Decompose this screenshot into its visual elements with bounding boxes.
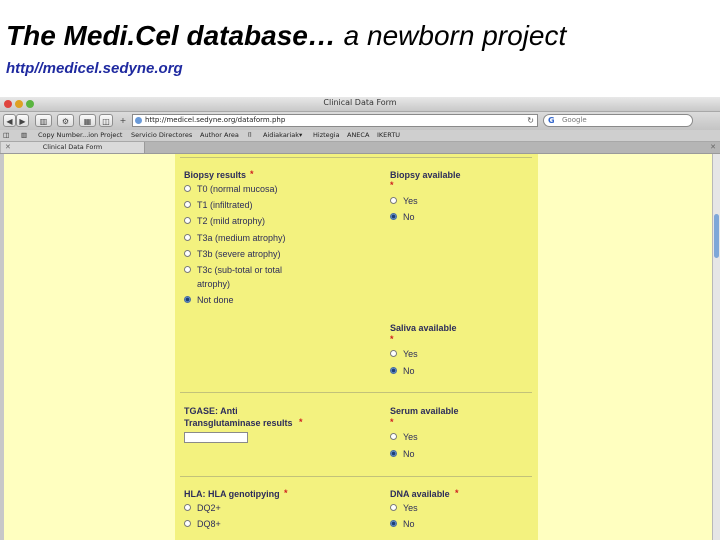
form-divider: [180, 476, 532, 477]
globe-icon: [135, 117, 142, 124]
radio-dq8[interactable]: [184, 520, 191, 527]
slide-link[interactable]: http//medicel.sedyne.org: [6, 60, 183, 77]
option-dq2-label: DQ2+: [197, 503, 221, 513]
radio-t1[interactable]: [184, 201, 191, 208]
book-open-icon: ◫: [102, 117, 110, 126]
window-title: Clinical Data Form: [323, 98, 397, 107]
close-icon[interactable]: ✕: [710, 143, 716, 151]
clinical-data-form: [175, 154, 538, 540]
radio-saliva-no[interactable]: [390, 367, 397, 374]
required-mark: *: [250, 169, 254, 179]
required-mark: *: [390, 417, 394, 427]
bookmark-item[interactable]: Servicio Directores: [131, 131, 193, 139]
radio-dna-no[interactable]: [390, 520, 397, 527]
tab-clinical-data-form[interactable]: [1, 142, 145, 153]
option-serum-yes-label: Yes: [403, 432, 418, 442]
radio-t3b[interactable]: [184, 250, 191, 257]
radio-t2[interactable]: [184, 217, 191, 224]
slide-title-rest: a newborn project: [335, 20, 567, 51]
page-left-border: [0, 154, 4, 540]
scrollbar-thumb[interactable]: [714, 214, 719, 258]
address-text: http://medicel.sedyne.org/dataform.php: [145, 116, 286, 124]
forward-button[interactable]: [16, 114, 29, 127]
plus-icon: +: [119, 116, 127, 125]
bookmark-item[interactable]: Hiztegia: [313, 131, 340, 139]
bookmark-item[interactable]: Aidiakariak▾: [263, 131, 303, 139]
bookmark-item[interactable]: ANECA: [347, 131, 370, 139]
form-divider: [180, 392, 532, 393]
search-bar[interactable]: [543, 114, 693, 127]
option-t3c-label-continued: atrophy): [197, 279, 231, 289]
required-mark: *: [299, 417, 303, 427]
reader-button[interactable]: [35, 114, 52, 127]
saliva-available-label: Saliva available: [390, 323, 457, 333]
option-not-done-label: Not done: [197, 295, 234, 305]
tab-bar: [0, 142, 720, 154]
forward-arrow-icon: ▶: [19, 117, 26, 126]
biopsy-available-label: Biopsy available: [390, 170, 461, 180]
required-mark: *: [284, 488, 288, 498]
bookmarks-bar: [0, 130, 720, 142]
address-bar[interactable]: [132, 114, 538, 127]
option-dna-yes-label: Yes: [403, 503, 418, 513]
radio-serum-yes[interactable]: [390, 433, 397, 440]
grid-icon: ▦: [83, 117, 92, 126]
option-t3b-label: T3b (severe atrophy): [197, 249, 281, 259]
add-bookmark-button[interactable]: [117, 114, 129, 127]
browser-window: [0, 97, 720, 540]
option-biopsy-yes-label: Yes: [403, 196, 418, 206]
google-icon: G: [548, 116, 555, 125]
option-dq8-label: DQ8+: [197, 519, 221, 529]
required-mark: *: [390, 180, 394, 190]
required-mark: *: [390, 334, 394, 344]
tab-label: Clinical Data Form: [42, 143, 103, 151]
option-t1-label: T1 (infiltrated): [197, 200, 253, 210]
gear-icon: ⚙: [61, 117, 70, 126]
dna-available-label: DNA available: [390, 489, 450, 499]
window-titlebar: [0, 97, 720, 112]
option-dna-no-label: No: [403, 519, 415, 529]
radio-dna-yes[interactable]: [390, 504, 397, 511]
tgase-results-input[interactable]: [184, 432, 248, 443]
reading-list-icon[interactable]: ◫: [3, 131, 10, 139]
option-saliva-yes-label: Yes: [403, 349, 418, 359]
bookmarks-grid-icon[interactable]: ▥: [21, 131, 28, 139]
top-sites-button[interactable]: [79, 114, 96, 127]
serum-available-label: Serum available: [390, 406, 459, 416]
radio-t0[interactable]: [184, 185, 191, 192]
radio-t3a[interactable]: [184, 234, 191, 241]
bookmarks-button[interactable]: [99, 114, 113, 127]
reload-icon[interactable]: ↻: [527, 116, 534, 125]
bookmark-item[interactable]: Author Area: [200, 131, 239, 139]
option-serum-no-label: No: [403, 449, 415, 459]
option-t3a-label: T3a (medium atrophy): [197, 233, 286, 243]
back-arrow-icon: ◀: [6, 117, 13, 126]
settings-button[interactable]: [57, 114, 74, 127]
biopsy-results-label: Biopsy results: [184, 170, 247, 180]
radio-dq2[interactable]: [184, 504, 191, 511]
radio-biopsy-no[interactable]: [390, 213, 397, 220]
hla-label: HLA: HLA genotipying: [184, 489, 280, 499]
required-mark: *: [455, 488, 459, 498]
vertical-scrollbar[interactable]: [712, 154, 720, 540]
tgase-label-continued: Transglutaminase results: [184, 418, 293, 428]
navigation-toolbar: [0, 112, 720, 130]
bookmark-item[interactable]: IKERTU: [377, 131, 401, 139]
radio-saliva-yes[interactable]: [390, 350, 397, 357]
radio-t3c[interactable]: [184, 266, 191, 273]
tgase-label: TGASE: Anti: [184, 406, 238, 416]
tab-close-icon[interactable]: ✕: [5, 143, 11, 151]
option-saliva-no-label: No: [403, 366, 415, 376]
page-content: [0, 154, 712, 540]
book-icon: ▥: [39, 117, 48, 126]
back-button[interactable]: [3, 114, 16, 127]
option-biopsy-no-label: No: [403, 212, 415, 222]
search-placeholder: Google: [562, 116, 587, 124]
slide-title: [6, 20, 566, 52]
option-t0-label: T0 (normal mucosa): [197, 184, 278, 194]
radio-not-done[interactable]: [184, 296, 191, 303]
option-t2-label: T2 (mild atrophy): [197, 216, 266, 226]
bookmark-folder-icon[interactable]: ⌷: [248, 131, 252, 139]
radio-biopsy-yes[interactable]: [390, 197, 397, 204]
slide-title-bold: The Medi.Cel database…: [6, 20, 336, 51]
radio-serum-no[interactable]: [390, 450, 397, 457]
option-t3c-label: T3c (sub-total or total: [197, 265, 283, 275]
bookmark-item[interactable]: Copy Number...ion Project: [38, 131, 123, 139]
form-divider: [180, 157, 532, 158]
